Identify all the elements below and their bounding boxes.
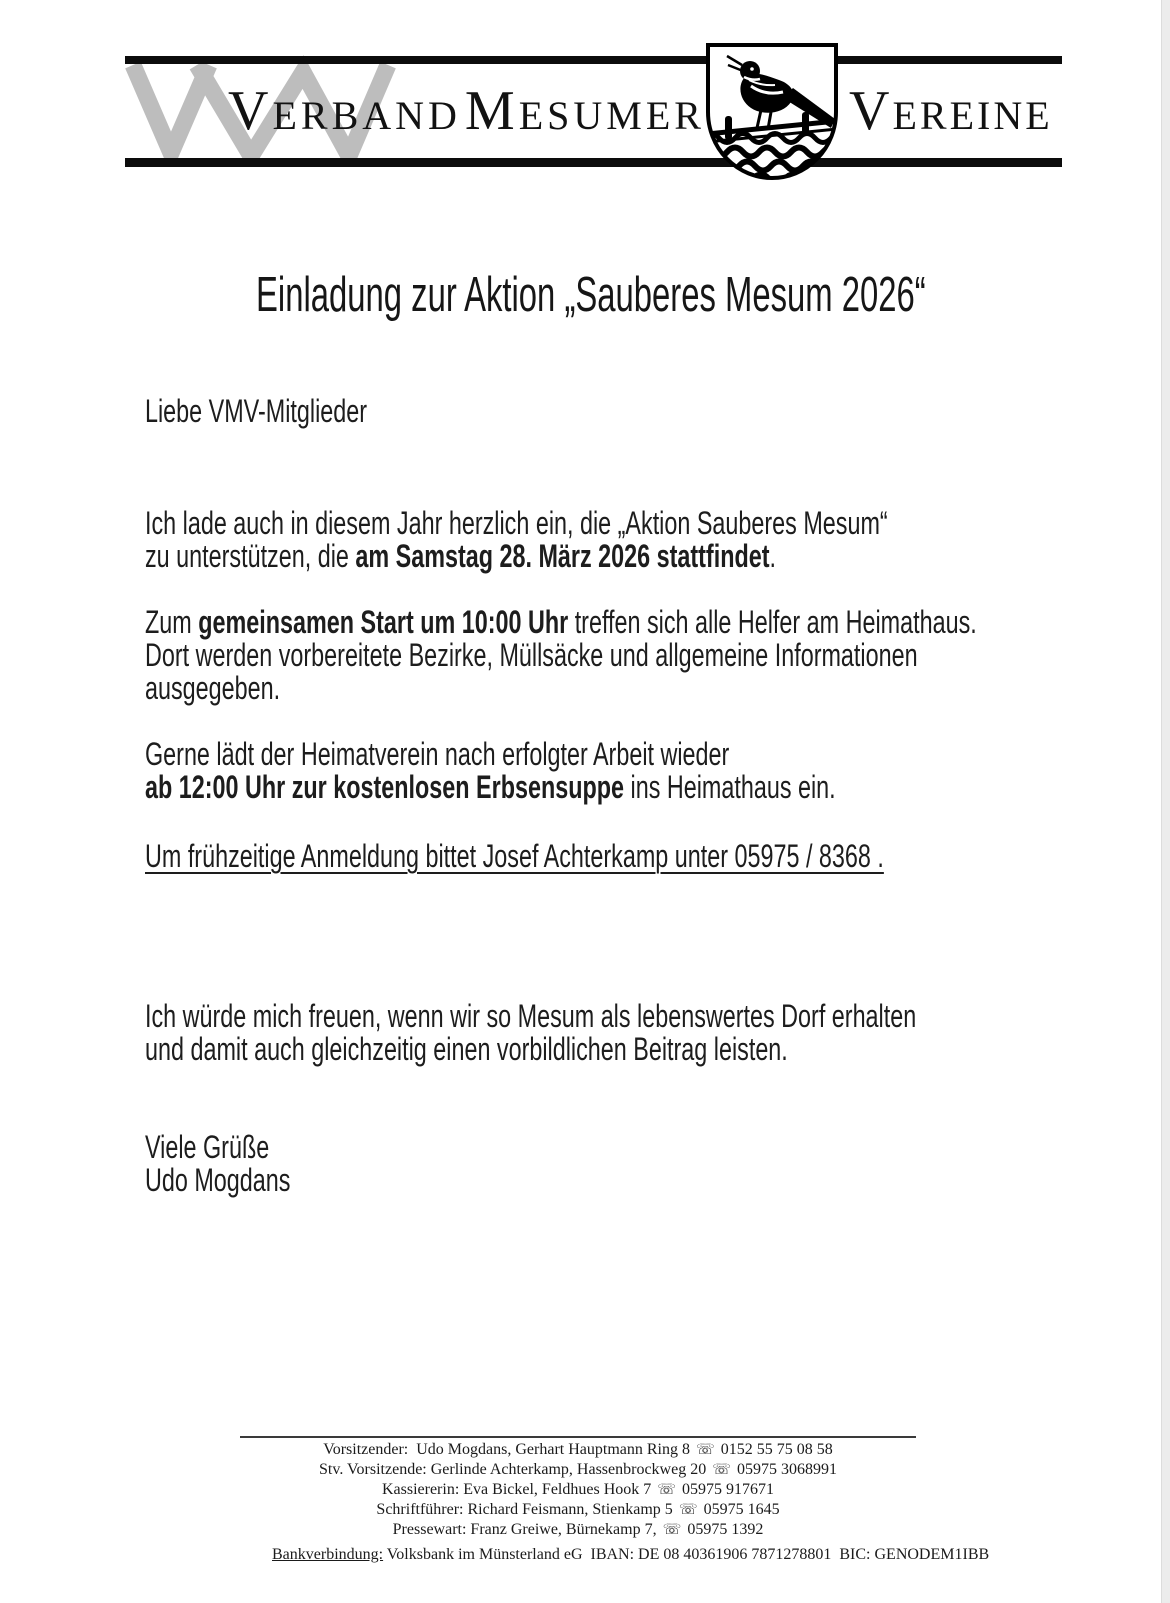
paragraph-2-line-3: ausgegeben. [145, 670, 281, 706]
org-word3-rest: EREINE [892, 93, 1053, 138]
phone-icon: ☏ [678, 1502, 698, 1518]
paragraph-2 [145, 606, 977, 705]
salutation: Liebe VMV-Mitglieder [145, 393, 368, 429]
bank-text: Volksbank im Münsterland eG IBAN: DE 08 40361906 7871278801 BIC: GENODEM1IBB [383, 1546, 990, 1563]
phone-icon: ☏ [657, 1482, 677, 1498]
footer-line-chairman: Vorsitzender: Udo Mogdans, Gerhart Hauptmann Ring 8 ☏ 0152 55 75 08 58 [323, 1441, 833, 1458]
org-word2-rest: ESUMER [518, 93, 705, 138]
closing-greeting: Viele Grüße [145, 1129, 270, 1165]
org-name-right [849, 80, 1053, 142]
footer-line-vice-chair: Stv. Vorsitzende: Gerlinde Achterkamp, Hassenbrockweg 20 ☏ 05975 3068991 [319, 1461, 837, 1478]
bank-label: Bankverbindung: [272, 1546, 384, 1563]
registration-note-underlined: Um frühzeitige Anmeldung bittet Josef Achterkamp unter 05975 / 8368 . [145, 838, 884, 874]
signature-name: Udo Mogdans [145, 1162, 291, 1198]
paragraph-4-line-1: Ich würde mich freuen, wenn wir so Mesum als lebenswertes Dorf erhalten [145, 998, 917, 1034]
footer-rule [240, 1436, 916, 1438]
paragraph-1-line-2: zu unterstützen, die am Samstag 28. März 2026 stattfindet. [145, 538, 777, 574]
phone-icon: ☏ [712, 1462, 731, 1478]
start-time-bold: gemeinsamen Start um 10:00 Uhr [198, 604, 569, 640]
soup-time-bold: ab 12:00 Uhr zur kostenlosen Erbsensuppe [145, 769, 625, 805]
crest-shield [701, 38, 843, 190]
paragraph-2-line-1: Zum gemeinsamen Start um 10:00 Uhr treffen sich alle Helfer am Heimathaus. [145, 604, 977, 640]
paragraph-3-line-2: ab 12:00 Uhr zur kostenlosen Erbsensuppe ins Heimathaus ein. [145, 769, 836, 805]
registration-note [145, 840, 884, 873]
org-word1-initial: V [228, 80, 273, 142]
closing-block [145, 1131, 290, 1197]
event-date-bold: am Samstag 28. März 2026 stattfindet [355, 538, 770, 574]
paragraph-1 [145, 507, 888, 573]
paragraph-1-line-1: Ich lade auch in diesem Jahr herzlich ein, die „Aktion Sauberes Mesum“ [145, 505, 888, 541]
footer-line-treasurer: Kassiererin: Eva Bickel, Feldhues Hook 7 ☏ 05975 917671 [381, 1481, 775, 1498]
bank-details [272, 1546, 989, 1564]
org-name-left [228, 80, 705, 142]
paragraph-3 [145, 738, 836, 804]
footer-line-secretary: Schriftführer: Richard Feismann, Stienkamp 5 ☏ 05975 1645 [376, 1501, 780, 1518]
paragraph-4-line-2: und damit auch gleichzeitig einen vorbildlichen Beitrag leisten. [145, 1031, 788, 1067]
footer-line-press: Pressewart: Franz Greiwe, Bürnekamp 7, ☏ 05975 1392 [392, 1521, 764, 1538]
phone-icon: ☏ [695, 1442, 715, 1458]
footer-contact-list [178, 1440, 978, 1540]
org-word2-initial: M [464, 80, 519, 142]
paragraph-2-line-2: Dort werden vorbereitete Bezirke, Müllsäcke und allgemeine Informationen [145, 637, 918, 673]
letterhead-top-rule [125, 56, 1062, 64]
paragraph-4 [145, 1000, 916, 1066]
phone-icon: ☏ [662, 1522, 682, 1538]
org-word3-initial: V [849, 80, 893, 142]
letter-title: Einladung zur Aktion „Sauberes Mesum 2026“ [256, 268, 926, 322]
page-edge-shadow [1161, 0, 1170, 1603]
letterhead-bottom-rule [125, 158, 1062, 167]
org-word1-rest: ERBAND [272, 93, 461, 138]
paragraph-3-line-1: Gerne lädt der Heimatverein nach erfolgter Arbeit wieder [145, 736, 730, 772]
